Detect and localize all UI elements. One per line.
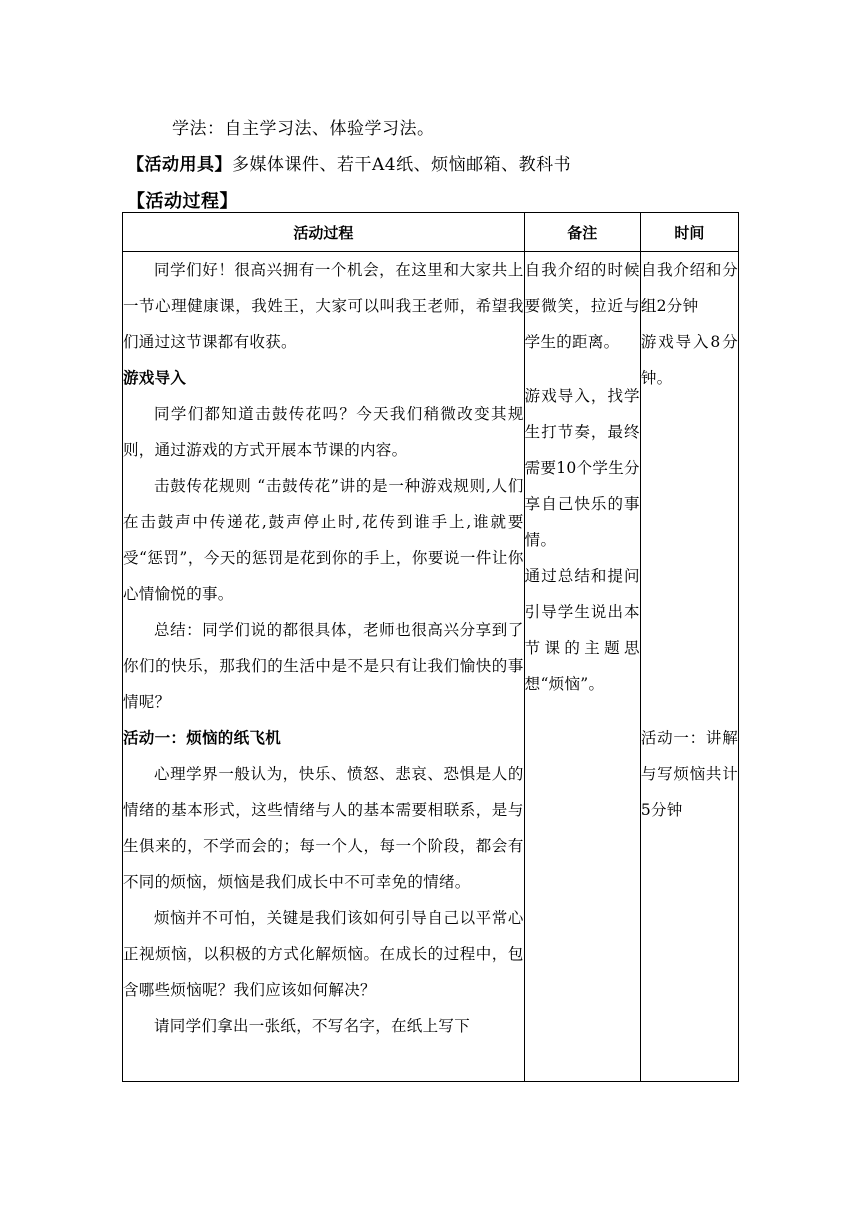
study-methods-line: 学法：自主学习法、体验学习法。 [172, 119, 435, 139]
game-intro-paragraph: 同学们都知道击鼓传花吗？今天我们稍微改变其规则，通过游戏的方式开展本节课的内容。 [123, 405, 524, 459]
worries-paragraph: 烦恼并不可怕，关键是我们该如何引导自己以平常心正视烦恼，以积极的方式化解烦恼。在成长的过程中，包含哪些烦恼呢？我们应该如何解决？ [123, 909, 524, 999]
note-game: 游戏导入，找学生打节奏，最终需要10个学生分享自己快乐的事情。 [524, 387, 640, 549]
header-time: 时间 [640, 213, 738, 252]
activity-process-cell [123, 252, 525, 1082]
table-row [123, 252, 739, 1082]
time-activity-one: 活动一：讲解与写烦恼共计5分钟 [640, 729, 738, 819]
lesson-plan-table [122, 212, 739, 1082]
activity-one-heading: 活动一：烦恼的纸飞机 [123, 729, 282, 747]
activity-tools-text: 多媒体课件、若干A4纸、烦恼邮箱、教科书 [232, 155, 572, 175]
header-activity-process: 活动过程 [123, 213, 525, 252]
time-game: 游戏导入8分钟。 [640, 333, 738, 387]
notes-cell [524, 252, 640, 1082]
note-introduction: 自我介绍的时候要微笑，拉近与学生的距离。 [524, 261, 640, 351]
time-introduction: 自我介绍和分组2分钟 [640, 261, 738, 315]
instruction-paragraph: 请同学们拿出一张纸，不写名字，在纸上写下 [154, 1017, 471, 1035]
activity-tools-line [127, 150, 571, 175]
game-intro-heading: 游戏导入 [123, 369, 187, 387]
activity-process-heading: 【活动过程】 [127, 191, 238, 212]
summary-paragraph: 总结：同学们说的都很具体，老师也很高兴分享到了你们的快乐，那我们的生活中是不是只有让我们愉快的事情呢？ [123, 621, 524, 711]
table-header-row [123, 213, 739, 252]
activity-tools-label: 【活动用具】 [127, 155, 232, 175]
emotions-paragraph: 心理学界一般认为，快乐、愤怒、悲哀、恐惧是人的情绪的基本形式，这些情绪与人的基本需要相联系，是与生俱来的，不学而会的；每一个人，每一个阶段，都会有不同的烦恼，烦恼是我们成长中不可幸免的情绪。 [123, 765, 524, 891]
greeting-paragraph: 同学们好！很高兴拥有一个机会，在这里和大家共上一节心理健康课，我姓王，大家可以叫我王老师，希望我们通过这节课都有收获。 [123, 261, 524, 351]
time-cell [640, 252, 738, 1082]
note-summary: 通过总结和提问引导学生说出本节课的主题思想“烦恼”。 [524, 567, 640, 693]
header-notes: 备注 [524, 213, 640, 252]
game-rules-paragraph: 击鼓传花规则 “击鼓传花”讲的是一种游戏规则,人们在击鼓声中传递花,鼓声停止时,花传到谁手上,谁就要受“惩罚”，今天的惩罚是花到你的手上，你要说一件让你心情愉悦的事。 [123, 477, 524, 603]
